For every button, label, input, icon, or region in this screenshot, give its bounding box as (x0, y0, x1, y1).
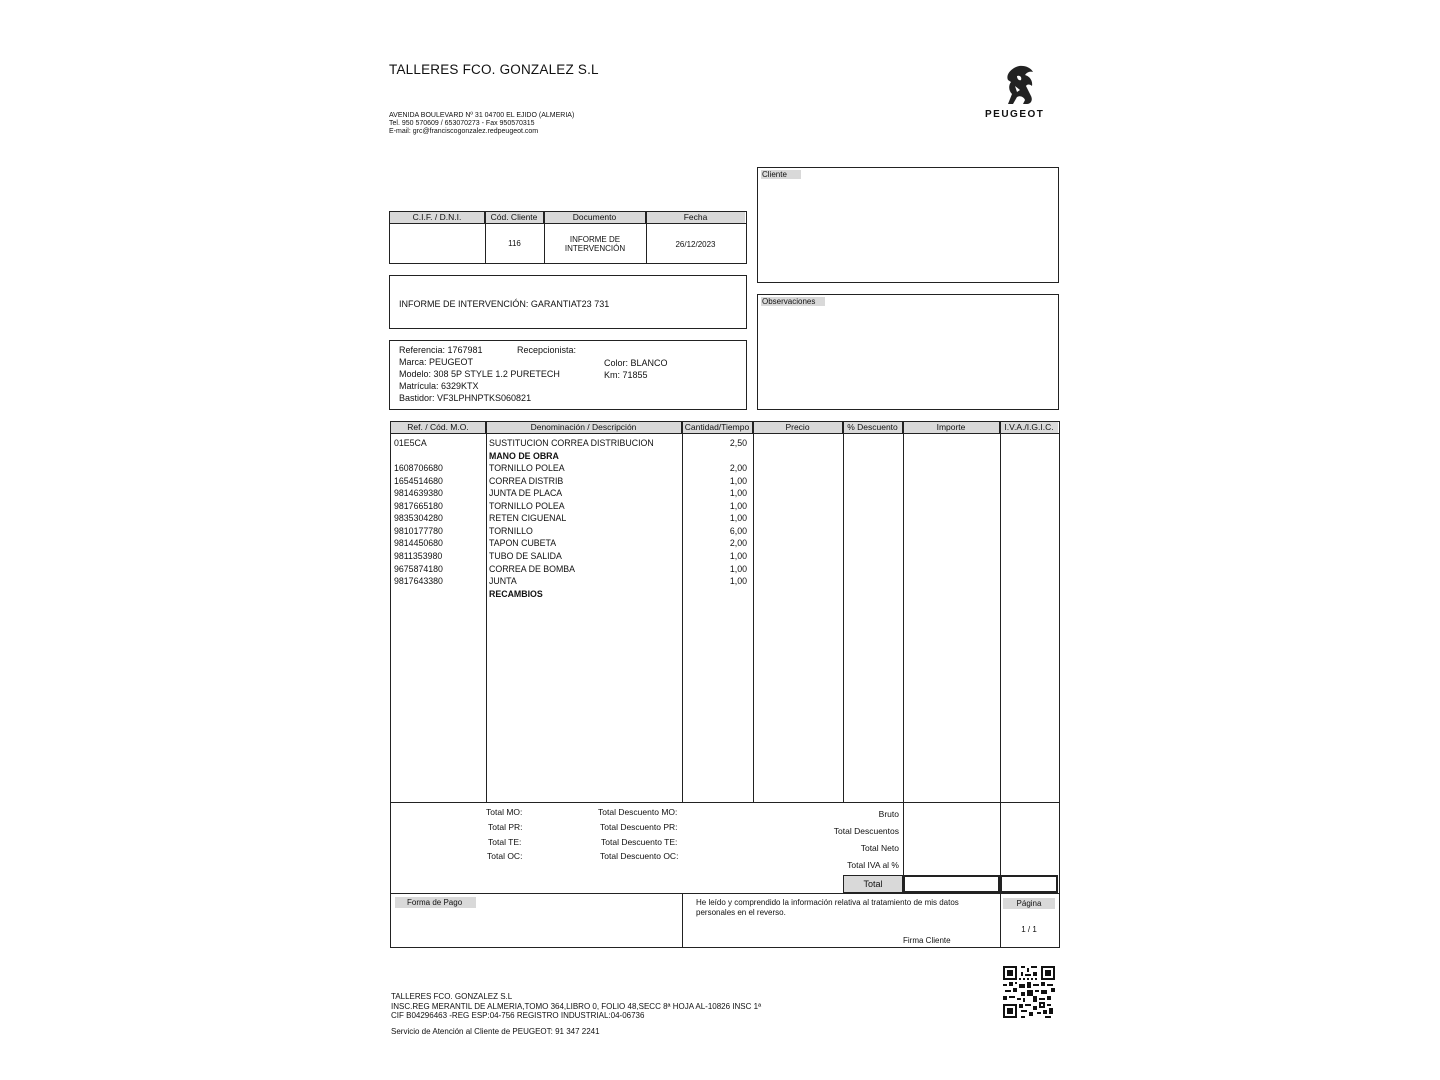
table-row (391, 525, 1059, 538)
value-documento: INFORME DE INTERVENCIÓN (564, 235, 626, 253)
pagina-value: 1 / 1 (1021, 925, 1037, 934)
table-row (391, 550, 1059, 563)
lines-table (390, 421, 1060, 803)
row-quantity: 1,00 (729, 550, 747, 561)
header-precio: Precio (753, 422, 843, 433)
totals-box (390, 802, 1060, 894)
descuento-pr-label: Total Descuento PR: (600, 822, 678, 832)
row-ref: 9810177780 (394, 525, 443, 536)
row-ref: 1608706680 (394, 463, 443, 474)
payment-signature-box (390, 893, 1060, 948)
row-ref: 9814450680 (394, 538, 443, 549)
client-box (757, 167, 1059, 283)
header-documento: Documento (544, 212, 646, 223)
company-name: TALLERES FCO. GONZALEZ S.L (389, 62, 599, 77)
total-value-cell (903, 875, 1000, 893)
descuento-mo-label: Total Descuento MO: (598, 807, 678, 817)
row-quantity: 1,00 (729, 576, 747, 587)
total-descuentos-label: Total Descuentos (833, 826, 899, 836)
table-row (391, 537, 1059, 550)
row-description: TORNILLO POLEA (489, 500, 565, 511)
table-row (391, 462, 1059, 475)
table-row (391, 500, 1059, 513)
total-te-label: Total TE: (488, 837, 522, 847)
document-header-table (389, 211, 747, 264)
table-row (391, 512, 1059, 525)
vehicle-referencia: Referencia: 1767981 (399, 345, 483, 355)
row-ref: 1654514680 (394, 475, 443, 486)
descuento-oc-label: Total Descuento OC: (600, 851, 679, 861)
customer-service: Servicio de Atención al Cliente de PEUGEOT: 91 347 2241 (391, 1027, 600, 1036)
total-mo-label: Total MO: (486, 807, 523, 817)
header-descripcion: Denominación / Descripción (486, 422, 682, 433)
legal-cif: CIF B04296463 -REG ESP:04-756 REGISTRO INDUSTRIAL:04-06736 (391, 1011, 645, 1020)
company-address: AVENIDA BOULEVARD Nº 31 04700 EL EJIDO (ALMERIA) (389, 112, 575, 119)
vehicle-matricula: Matrícula: 6329KTX (399, 381, 479, 391)
table-row (391, 588, 1059, 601)
total-iva-label: Total IVA al % (847, 860, 899, 870)
row-quantity: 1,00 (729, 500, 747, 511)
table-row (391, 487, 1059, 500)
peugeot-lion-logo (1000, 64, 1040, 108)
total-pr-label: Total PR: (488, 822, 523, 832)
header-ref: Ref. / Cód. M.O. (391, 422, 486, 433)
row-description: TUBO DE SALIDA (489, 550, 562, 561)
row-description: TORNILLO POLEA (489, 463, 565, 474)
row-description: TORNILLO (489, 525, 533, 536)
table-row (391, 450, 1059, 463)
row-quantity: 6,00 (729, 525, 747, 536)
row-description: MANO DE OBRA (489, 450, 559, 461)
row-quantity: 1,00 (729, 563, 747, 574)
total-label-cell (843, 875, 903, 893)
row-ref: 9811353980 (394, 550, 443, 561)
header-cif: C.I.F. / D.N.I. (390, 212, 485, 223)
row-quantity: 1,00 (729, 488, 747, 499)
header-cod-cliente: Cód. Cliente (485, 212, 544, 223)
descuento-te-label: Total Descuento TE: (601, 837, 678, 847)
vehicle-recepcionista: Recepcionista: (517, 345, 577, 355)
firma-cliente-label: Firma Cliente (903, 936, 951, 945)
row-quantity: 2,50 (729, 438, 747, 448)
company-phone: Tel. 950 570609 / 653070273 - Fax 950570315 (389, 120, 535, 127)
header-iva: I.V.A./I.G.I.C. (1000, 422, 1058, 433)
row-description: RETEN CIGUENAL (489, 513, 567, 524)
qr-code (1003, 966, 1055, 1018)
table-row (391, 575, 1059, 588)
report-title-box (389, 275, 747, 329)
row-description: JUNTA DE PLACA (489, 488, 563, 499)
row-description: CORREA DE BOMBA (489, 563, 576, 574)
row-quantity: 1,00 (729, 513, 747, 524)
row-ref: 9817665180 (394, 500, 443, 511)
row-ref: 01E5CA (394, 438, 427, 448)
row-description: JUNTA (489, 576, 517, 587)
pagina-label: Página (1003, 898, 1055, 909)
row-quantity: 2,00 (729, 463, 747, 474)
total-oc-label: Total OC: (487, 851, 523, 861)
total-iva-value-cell (1000, 875, 1058, 893)
vehicle-color: Color: BLANCO (604, 358, 668, 368)
vehicle-bastidor: Bastidor: VF3LPHNPTKS060821 (399, 393, 532, 403)
legal-company-name: TALLERES FCO. GONZALEZ S.L (391, 992, 513, 1001)
row-description: TAPON CUBETA (489, 538, 557, 549)
row-ref: 9814639380 (394, 488, 443, 499)
row-ref: 9835304280 (394, 513, 443, 524)
row-description: SUSTITUCION CORREA DISTRIBUCION (489, 438, 654, 448)
value-fecha: 26/12/2023 (675, 240, 716, 249)
row-quantity: 1,00 (729, 475, 747, 486)
client-label: Cliente (761, 170, 801, 179)
table-row (391, 475, 1059, 488)
header-cantidad: Cantidad/Tiempo (682, 422, 753, 433)
header-importe: Importe (903, 422, 1000, 433)
total-label: Total (863, 879, 883, 889)
table-row (391, 437, 1059, 450)
bruto-label: Bruto (878, 809, 899, 819)
row-description: RECAMBIOS (489, 588, 543, 599)
forma-pago-label: Forma de Pago (395, 897, 476, 908)
observations-box (757, 294, 1059, 410)
vehicle-modelo: Modelo: 308 5P STYLE 1.2 PURETECH (399, 369, 560, 379)
vehicle-info-box (389, 340, 747, 410)
privacy-notice: He leído y comprendido la información relativa al tratamiento de mis datos personales en el reverso. (696, 898, 959, 917)
vehicle-km: Km: 71855 (604, 370, 648, 380)
header-descuento: % Descuento (843, 422, 903, 433)
total-neto-label: Total Neto (860, 843, 899, 853)
legal-registry: INSC.REG MERANTIL DE ALMERIA,TOMO 364,LIBRO 0, FOLIO 48,SECC 8ª HOJA AL-10826 INSC 1ª (391, 1002, 762, 1011)
row-ref: 9675874180 (394, 563, 443, 574)
report-title: INFORME DE INTERVENCIÓN: GARANTIAT23 731 (399, 299, 610, 309)
value-cod-cliente: 116 (508, 239, 521, 248)
company-email: E-mail: grc@franciscogonzalez.redpeugeot.com (389, 128, 539, 135)
peugeot-brand-text: PEUGEOT (985, 109, 1045, 120)
observations-label: Observaciones (761, 297, 825, 306)
row-description: CORREA DISTRIB (489, 475, 564, 486)
row-quantity: 2,00 (729, 538, 747, 549)
header-fecha: Fecha (646, 212, 745, 223)
vehicle-marca: Marca: PEUGEOT (399, 357, 474, 367)
table-row (391, 563, 1059, 576)
row-ref: 9817643380 (394, 576, 443, 587)
